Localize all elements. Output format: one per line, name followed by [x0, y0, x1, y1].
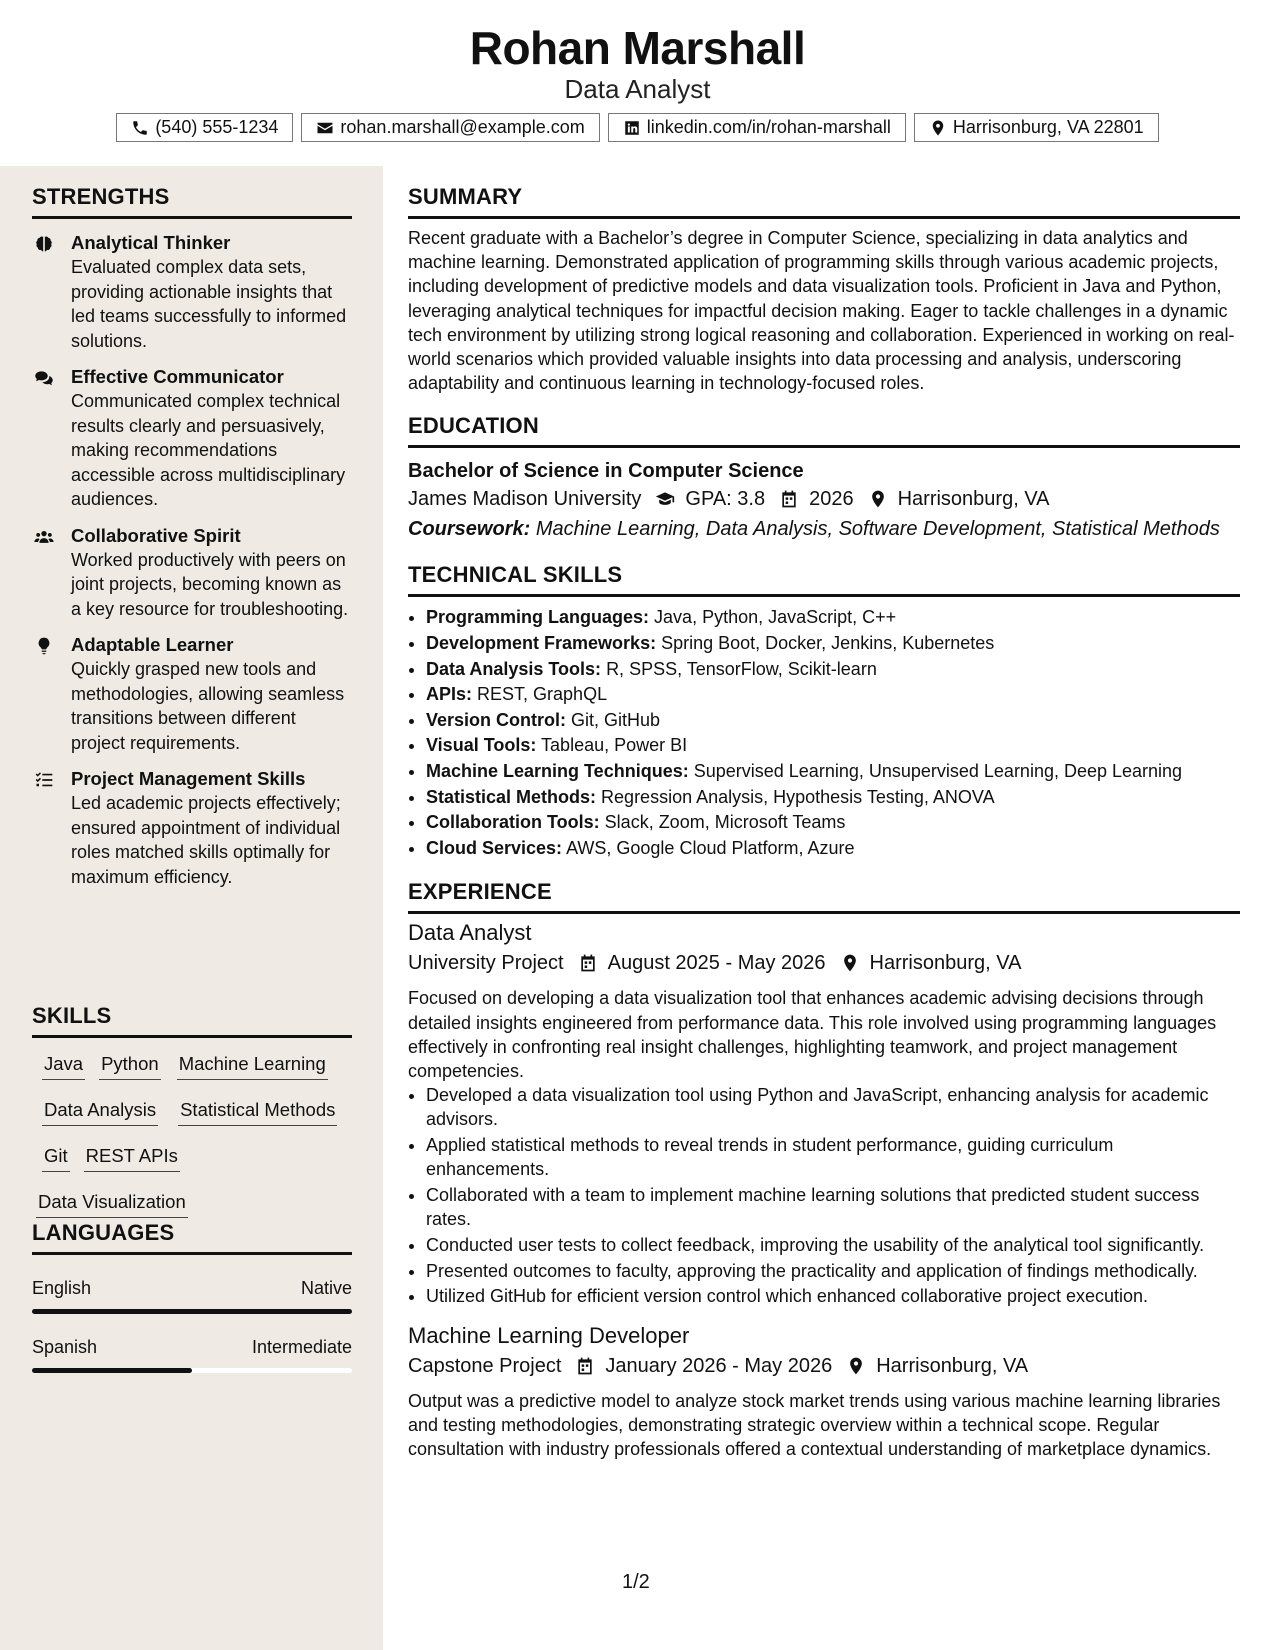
map-marker-icon: [846, 1356, 866, 1376]
job-location: Harrisonburg, VA: [876, 1354, 1029, 1377]
skill-value: AWS, Google Cloud Platform, Azure: [566, 837, 855, 858]
contact-phone[interactable]: [116, 113, 293, 142]
phone-icon: [131, 119, 149, 137]
language-bar: [32, 1368, 352, 1373]
contact-bar: [0, 113, 1275, 142]
phone-text: (540) 555-1234: [155, 117, 279, 137]
technical-skill-item: [426, 657, 1240, 683]
degree: Bachelor of Science in Computer Science: [408, 460, 804, 483]
coursework: [408, 514, 1240, 544]
skill-value: Regression Analysis, Hypothesis Testing, ANOVA: [601, 786, 995, 807]
skill-tag: Data Analysis: [42, 1098, 158, 1126]
location-text: Harrisonburg, VA 22801: [952, 117, 1144, 137]
job-meta: [408, 948, 1240, 978]
job-bullet: • Collaborated with a team to implement machine learning solutions that predicted student success rates.: [426, 1183, 1240, 1231]
candidate-name: Rohan Marshall: [469, 22, 806, 74]
job-bullet: • Utilized GitHub for efficient version control which enhanced collaborative project execution.: [426, 1284, 1240, 1308]
job-dates: August 2025 - May 2026: [607, 952, 826, 975]
technical-skill-item: [426, 785, 1240, 811]
envelope-icon: [316, 119, 334, 137]
email-text: rohan.marshall@example.com: [340, 117, 585, 137]
strength-desc: Evaluated complex data sets, providing actionable insights that led teams successfully to informed solutions.: [71, 257, 347, 351]
language-item: [32, 1336, 352, 1373]
education-section: [408, 413, 1240, 544]
map-marker-icon: [840, 953, 860, 973]
candidate-title: Data Analyst: [564, 74, 711, 104]
job-bullet: • Conducted user tests to collect feedback, improving the usability of the analytical tool significantly.: [426, 1233, 1240, 1257]
skill-value: Supervised Learning, Unsupervised Learning, Deep Learning: [693, 760, 1183, 781]
skill-label: Visual Tools:: [426, 735, 537, 756]
strength-title: Analytical Thinker: [71, 232, 231, 253]
language-bar-fill: [32, 1309, 352, 1314]
job-bullets: [408, 1083, 1240, 1308]
language-item: [32, 1277, 352, 1314]
linkedin-icon: [623, 119, 641, 137]
calendar-icon: [578, 953, 598, 973]
technical-skills-heading: TECHNICAL SKILLS: [408, 562, 1240, 597]
language-bar: [32, 1309, 352, 1314]
brain-icon: [34, 234, 54, 254]
skill-label: Cloud Services:: [426, 837, 563, 858]
technical-skill-item: [426, 682, 1240, 708]
skill-label: Statistical Methods:: [426, 786, 597, 807]
language-level: Native: [300, 1278, 352, 1298]
skill-label: Development Frameworks:: [426, 633, 657, 654]
gpa: GPA: 3.8: [685, 488, 766, 511]
technical-skill-item: [426, 733, 1240, 759]
strength-title: Effective Communicator: [71, 366, 284, 387]
sidebar: [0, 166, 383, 1650]
summary-text: Recent graduate with a Bachelor’s degree in Computer Science, specializing in data analytics and machine learning. Demonstrated application of programming skills through various academic projects, including development of predictive models and data visualization tools. Proficient in Java and Python, leveraging analytical techniques for impactful decision making. Eager to tackle challenges in a dynamic tech environment by utilizing strong logical reasoning and collaboration. Experienced in working on real-world scenarios which provided valuable insights into data processing and analysis, underscoring adaptability and continuous learning in technology-focused roles.: [408, 228, 1235, 394]
skill-value: Spring Boot, Docker, Jenkins, Kubernetes: [661, 633, 995, 654]
strength-item: [32, 231, 352, 353]
languages-heading: LANGUAGES: [32, 1220, 352, 1255]
skill-tag: Data Visualization: [36, 1190, 188, 1218]
technical-skill-item: [426, 759, 1240, 785]
strength-title: Project Management Skills: [71, 768, 306, 789]
strength-desc: Communicated complex technical results clearly and persuasively, making recommendations accessible across multidisciplinary audiences.: [71, 391, 346, 509]
strength-desc: Led academic projects effectively; ensured appointment of individual roles matched skills optimally for maximum efficiency.: [71, 793, 341, 887]
strength-desc: Quickly grasped new tools and methodologies, allowing seamless transitions between different project requirements.: [71, 659, 345, 753]
skills-section: [32, 1003, 352, 1236]
contact-linkedin[interactable]: [608, 113, 906, 142]
experience-section: [408, 879, 1240, 1461]
language-name: English: [32, 1278, 92, 1298]
list-check-icon: [34, 770, 54, 790]
education-heading: EDUCATION: [408, 413, 1240, 448]
graduation-year: 2026: [809, 488, 854, 511]
skill-value: R, SPSS, TensorFlow, Scikit-learn: [606, 658, 877, 679]
skill-value: Tableau, Power BI: [541, 735, 688, 756]
main-column: [408, 166, 1240, 1479]
coursework-list: Machine Learning, Data Analysis, Software Development, Statistical Methods: [535, 518, 1220, 541]
job-bullet: • Applied statistical methods to reveal trends in student performance, guiding curriculum enhancements.: [426, 1133, 1240, 1181]
technical-skill-item: [426, 708, 1240, 734]
job-meta: [408, 1351, 1240, 1381]
job-description: Output was a predictive model to analyze stock market trends using various machine learning libraries and testing methodologies, demonstrating strategic overview within a technical scope. Regular consultation with industry professionals offered a contextual understanding of marketplace dynamics.: [408, 1390, 1221, 1459]
map-marker-icon: [868, 489, 888, 509]
technical-skill-item: [426, 605, 1240, 631]
strengths-section: [32, 184, 352, 889]
skill-label: Programming Languages:: [426, 607, 650, 628]
strength-item: [32, 365, 352, 512]
language-level: Intermediate: [251, 1337, 352, 1357]
lightbulb-icon: [34, 636, 54, 656]
skill-label: Machine Learning Techniques:: [426, 760, 689, 781]
strengths-heading: STRENGTHS: [32, 184, 352, 219]
strength-item: [32, 633, 352, 755]
calendar-icon: [779, 489, 799, 509]
contact-location[interactable]: [914, 113, 1159, 142]
skills-heading: SKILLS: [32, 1003, 352, 1038]
comments-icon: [34, 368, 54, 388]
job-org: Capstone Project: [408, 1354, 562, 1377]
strength-title: Adaptable Learner: [71, 634, 234, 655]
skill-tag: Machine Learning: [177, 1052, 328, 1080]
skill-label: Version Control:: [426, 709, 567, 730]
map-marker-icon: [929, 119, 947, 137]
skills-list: [32, 1052, 352, 1236]
technical-skill-item: [426, 836, 1240, 862]
linkedin-text: linkedin.com/in/rohan-marshall: [646, 117, 891, 137]
job-entry: [408, 918, 1240, 1308]
education-meta: [408, 484, 1240, 514]
job-bullet: • Developed a data visualization tool using Python and JavaScript, enhancing analysis for academic advisors.: [426, 1083, 1240, 1131]
users-icon: [34, 527, 54, 547]
school-location: Harrisonburg, VA: [897, 488, 1050, 511]
experience-heading: EXPERIENCE: [408, 879, 1240, 914]
technical-skills-section: [408, 562, 1240, 861]
school-name: James Madison University: [408, 488, 642, 511]
job-entry: [408, 1321, 1240, 1462]
skill-value: Git, GitHub: [571, 709, 661, 730]
skill-tag: Python: [99, 1052, 161, 1080]
job-dates: January 2026 - May 2026: [605, 1354, 833, 1377]
job-title: Data Analyst: [408, 920, 532, 946]
strength-desc: Worked productively with peers on joint projects, becoming known as a key resource for troubleshooting.: [71, 549, 349, 619]
job-title: Machine Learning Developer: [408, 1322, 690, 1348]
skill-tag: Statistical Methods: [178, 1098, 337, 1126]
strength-item: [32, 767, 352, 889]
contact-email[interactable]: [301, 113, 599, 142]
summary-heading: SUMMARY: [408, 184, 1240, 219]
skill-value: REST, GraphQL: [477, 684, 608, 705]
technical-skill-item: [426, 810, 1240, 836]
language-name: Spanish: [32, 1337, 98, 1357]
skill-tag: Git: [42, 1144, 70, 1172]
job-description: Focused on developing a data visualization tool that enhances academic advising decisions through detailed insights engineered from performance data. This role involved using programming languages effectively in confronting real insight challenges, highlighting teamwork, and project management competencies.: [408, 988, 1217, 1081]
language-bar-fill: [32, 1368, 192, 1373]
calendar-icon: [575, 1356, 595, 1376]
skill-label: Collaboration Tools:: [426, 812, 600, 833]
skill-value: Slack, Zoom, Microsoft Teams: [604, 812, 846, 833]
skill-tag: REST APIs: [84, 1144, 180, 1172]
skill-label: Data Analysis Tools:: [426, 658, 602, 679]
job-location: Harrisonburg, VA: [869, 952, 1022, 975]
summary-section: [408, 184, 1240, 395]
job-bullet: • Presented outcomes to faculty, approving the practicality and application of findings methodically.: [426, 1259, 1240, 1283]
skill-value: Java, Python, JavaScript, C++: [654, 607, 897, 628]
skill-label: APIs:: [426, 684, 473, 705]
languages-section: [32, 1220, 352, 1373]
strength-item: [32, 524, 352, 622]
technical-skill-item: [426, 631, 1240, 657]
graduation-cap-icon: [655, 489, 675, 509]
resume-header: [0, 0, 1275, 166]
coursework-label: Coursework:: [408, 518, 531, 541]
strength-title: Collaborative Spirit: [71, 524, 241, 546]
job-org: University Project: [408, 952, 564, 975]
page-number: 1/2: [622, 1571, 650, 1593]
skill-tag: Java: [42, 1052, 85, 1080]
technical-skills-list: [408, 605, 1240, 861]
